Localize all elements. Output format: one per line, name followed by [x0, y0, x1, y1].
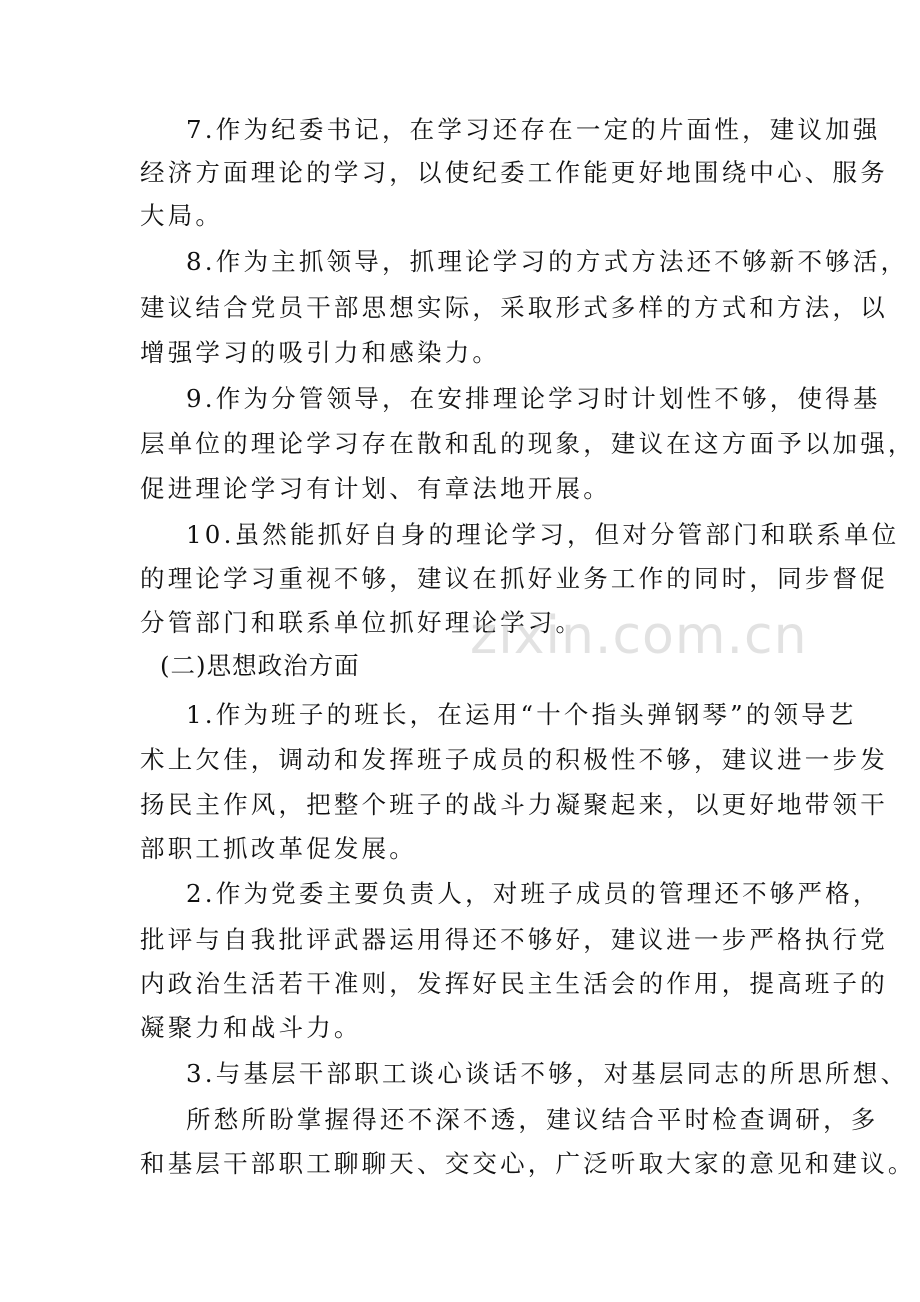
text-line: 10.虽然能抓好自身的理论学习，但对分管部门和联系单位	[186, 520, 900, 549]
text-line: 术上欠佳，调动和发挥班子成员的积极性不够，建议进一步发	[140, 745, 888, 774]
text-line: 分管部门和联系单位抓好理论学习。	[140, 608, 584, 637]
text-line: 扬民主作风，把整个班子的战斗力凝聚起来，以更好地带领干	[140, 790, 888, 819]
text-line: 9.作为分管领导，在安排理论学习时计划性不够，使得基	[186, 384, 881, 413]
text-line: 增强学习的吸引力和感染力。	[140, 338, 501, 367]
text-line: 7.作为纪委书记，在学习还存在一定的片面性，建议加强	[186, 115, 881, 144]
text-line: 建议结合党员干部思想实际，采取形式多样的方式和方法，以	[140, 293, 888, 322]
text-line: 所愁所盼掌握得还不深不透，建议结合平时检查调研，多	[186, 1105, 879, 1134]
text-line: 大局。	[140, 201, 224, 230]
text-line: 凝聚力和战斗力。	[140, 1013, 362, 1042]
text-line: 和基层干部职工聊聊天、交交心，广泛听取大家的意见和建议。	[140, 1149, 916, 1178]
text-line: 的理论学习重视不够，建议在抓好业务工作的同时，同步督促	[140, 564, 888, 593]
text-line: 经济方面理论的学习，以使纪委工作能更好地围绕中心、服务	[140, 158, 888, 187]
section-heading: (二)思想政治方面	[160, 651, 360, 680]
text-line: 3.与基层干部职工谈心谈话不够，对基层同志的所思所想、	[186, 1059, 909, 1088]
text-line: 1.作为班子的班长，在运用“十个指头弹钢琴”的领导艺	[186, 700, 857, 729]
text-line: 层单位的理论学习存在散和乱的现象，建议在这方面予以加强，	[140, 429, 916, 458]
text-line: 部职工抓改革促发展。	[140, 834, 417, 863]
text-line: 批评与自我批评武器运用得还不够好，建议进一步严格执行党	[140, 925, 888, 954]
text-line: 促进理论学习有计划、有章法地开展。	[140, 474, 611, 503]
text-line: 内政治生活若干准则，发挥好民主生活会的作用，提高班子的	[140, 969, 888, 998]
text-line: 2.作为党委主要负责人，对班子成员的管理还不够严格，	[186, 879, 881, 908]
watermark: zixin.com.cn	[470, 606, 808, 666]
text-line: 8.作为主抓领导，抓理论学习的方式方法还不够新不够活，	[186, 247, 909, 276]
